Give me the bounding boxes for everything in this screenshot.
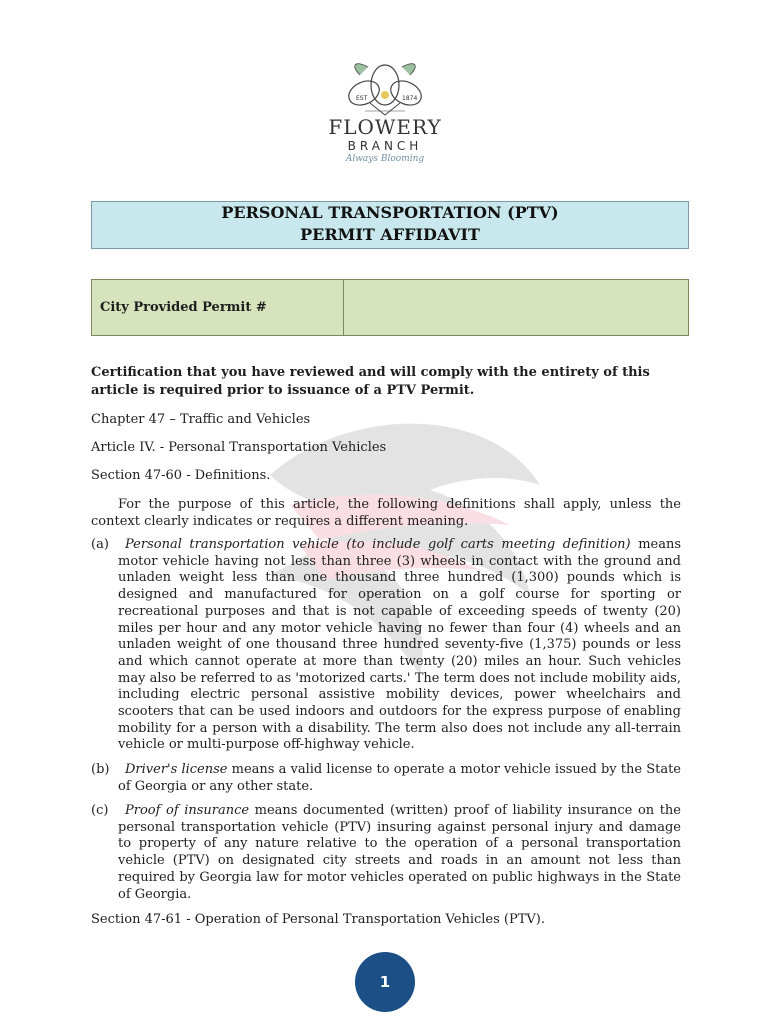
- logo-est-label: EST: [356, 95, 368, 102]
- definition-c-marker: (c): [91, 803, 109, 818]
- certification-statement: Certification that you have reviewed and will comply with the entirety of this article is required prior to issuance of a PTV Permit.: [91, 365, 650, 398]
- logo-subname: BRANCH: [347, 139, 423, 153]
- permit-number-table: [91, 279, 689, 336]
- definition-a-term: Personal transportation vehicle (to include golf carts meeting definition): [125, 537, 631, 552]
- definition-a-text: means motor vehicle having not less than three (3) wheels in contact with the ground and unladen weight less than one thousand three hundred (1,300) pounds which is designed and manufactured for operation on a golf course for sporting or recreational purposes and that is not capable of exceeding speeds of twenty (20) miles per hour and any motor vehicle having no fewer than four (4) wheels and an unladen weight of one thousand three hundred seventy-five (1,375) pounds or less and which cannot operate at more than twenty (20) miles an hour. Such vehicles may also be referred to as 'motorized carts.' The term does not include mobility aids, including electric personal assistive mobility devices, power wheelchairs and scooters that can be used indoors and outdoors for the express purpose of enabling mobility for a person with a disability. The term also does not include any all-terrain vehicle or multi-purpose off-highway vehicle.: [118, 537, 682, 753]
- definition-c: [91, 803, 681, 903]
- document-title-line2: PERMIT AFFIDAVIT: [300, 225, 480, 244]
- definition-b-marker: (b): [91, 762, 110, 777]
- definition-a-marker: (a): [91, 537, 109, 552]
- page-number-badge: 1: [355, 952, 415, 1012]
- document-title-line1: PERSONAL TRANSPORTATION (PTV): [221, 203, 559, 222]
- purpose-paragraph: For the purpose of this article, the following definitions shall apply, unless the context clearly indicates or requires a different meaning.: [91, 497, 681, 529]
- logo-tagline: Always Blooming: [345, 154, 425, 164]
- article-heading: Article IV. - Personal Transportation Vehicles: [91, 440, 387, 455]
- document-title-box: [91, 201, 689, 249]
- section-47-60-heading: Section 47-60 - Definitions.: [91, 468, 271, 483]
- definition-c-term: Proof of insurance: [125, 803, 250, 818]
- section-47-61-heading: Section 47-61 - Operation of Personal Transportation Vehicles (PTV).: [91, 912, 545, 927]
- definition-b-term: Driver's license: [125, 762, 228, 777]
- logo-year-label: 1874: [402, 95, 418, 102]
- definition-b-text: means a valid license to operate a motor vehicle issued by the State of Georgia or any other state.: [118, 762, 681, 794]
- definition-b: [91, 762, 681, 795]
- permit-number-field[interactable]: [344, 280, 688, 335]
- logo-name: FLOWERY: [328, 115, 442, 139]
- definition-a: [91, 537, 681, 754]
- definition-c-text: means documented (written) proof of liability insurance on the personal transportation vehicle (PTV) insuring against personal injury and damage to property of any nature relative to the operation of a personal transportation vehicle (PTV) on designated city streets and roads in an amount not less than required by Georgia law for motor vehicles operated on public highways in the State of Georgia.: [118, 803, 681, 902]
- chapter-heading: Chapter 47 – Traffic and Vehicles: [91, 412, 311, 427]
- permit-number-label: City Provided Permit #: [92, 280, 344, 335]
